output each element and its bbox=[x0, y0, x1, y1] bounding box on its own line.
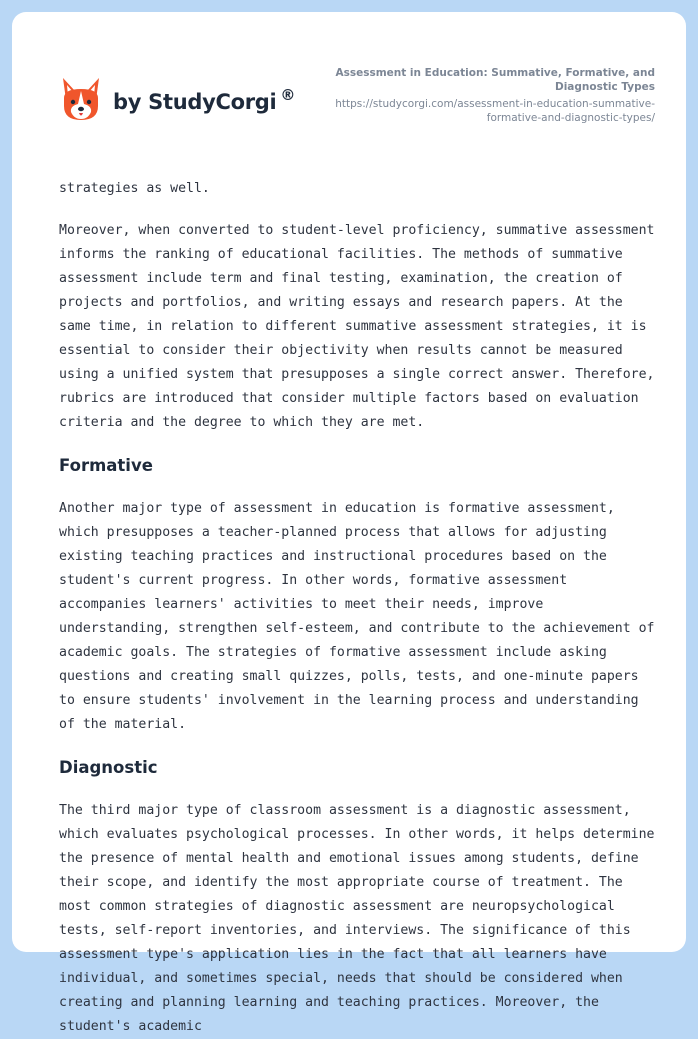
paragraph-summative: Moreover, when converted to student-level proficiency, summative assessment informs the ranking of educational facilities. The methods of summative assessment include term and final testing, examination, the creation of projects and portfolios, and writing essays and research papers. At the same time, in relation to different summative assessment strategies, it is essential to consider their objectivity when results cannot be measured using a unified system that presupposes a single correct answer. Therefore, rubrics are introduced that consider multiple factors based on evaluation criteria and the degree to which they are met. bbox=[59, 223, 655, 430]
brand-name: by StudyCorgi ® bbox=[113, 86, 296, 114]
heading-diagnostic: Diagnostic bbox=[59, 758, 158, 777]
source-title: Assessment in Education: Summative, Formative, and Diagnostic Types bbox=[335, 67, 655, 93]
paragraph-lead: strategies as well. bbox=[59, 181, 210, 196]
source-url[interactable]: https://studycorgi.com/assessment-in-education-summative-formative-and-diagnostic-types/ bbox=[335, 98, 655, 124]
brand-logo[interactable] bbox=[60, 76, 295, 122]
heading-formative: Formative bbox=[59, 456, 153, 475]
paragraph-formative: Another major type of assessment in education is formative assessment, which presupposes a teacher-planned process that allows for adjusting existing teaching practices and instructional procedures based on the student's current progress. In other words, formative assessment accompanies learners' activities to meet their needs, improve understanding, strengthen self-esteem, and contribute to the achievement of academic goals. The strategies of formative assessment include asking questions and creating small quizzes, polls, tests, and one-minute papers to ensure students' involvement in the learning process and understanding of the material. bbox=[59, 501, 655, 732]
corgi-logo-icon bbox=[60, 76, 102, 122]
document-page bbox=[12, 12, 686, 1034]
page-header bbox=[12, 12, 686, 162]
article-body bbox=[59, 177, 659, 1039]
paragraph-diagnostic: The third major type of classroom assessment is a diagnostic assessment, which evaluates psychological processes. In other words, it helps determine the presence of mental health and emotional issues among students, define their scope, and identify the most appropriate course of treatment. The most common strategies of diagnostic assessment are neuropsychological tests, self-report inventories, and interviews. The significance of this assessment type's application lies in the fact that all learners have individual, and sometimes special, needs that should be considered when creating and planning learning and teaching practices. Moreover, the student's academic bbox=[59, 803, 655, 1034]
source-info bbox=[295, 66, 655, 125]
registered-mark: ® bbox=[280, 86, 296, 104]
